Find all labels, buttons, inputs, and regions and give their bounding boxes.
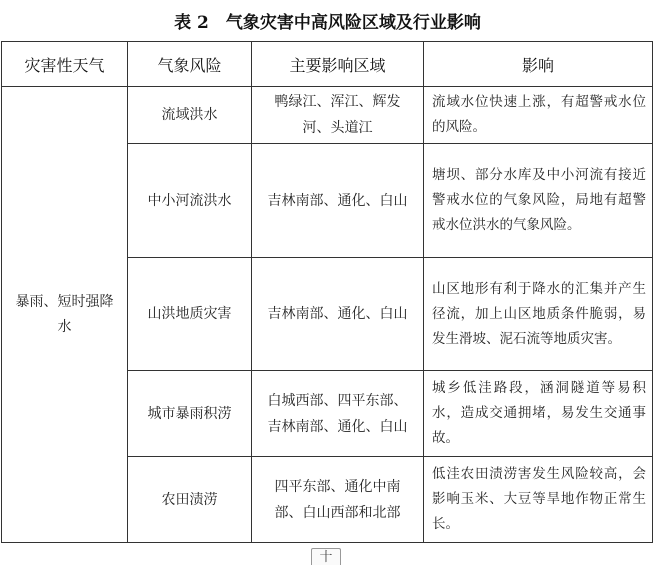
risk-cell: 农田渍涝 xyxy=(128,457,252,543)
header-risk: 气象风险 xyxy=(128,42,252,87)
risk-cell: 流域洪水 xyxy=(128,87,252,144)
area-cell: 鸭绿江、浑江、辉发河、头道江 xyxy=(252,87,424,144)
area-cell: 白城西部、四平东部、吉林南部、通化、白山 xyxy=(252,371,424,457)
risk-cell: 城市暴雨积涝 xyxy=(128,371,252,457)
area-cell: 吉林南部、通化、白山 xyxy=(252,144,424,258)
header-impact: 影响 xyxy=(424,42,653,87)
table-row xyxy=(2,87,653,144)
impact-cell: 城乡低洼路段，涵洞隧道等易积水，造成交通拥堵，易发生交通事故。 xyxy=(424,371,653,457)
table-title: 表 2 气象灾害中高风险区域及行业影响 xyxy=(174,13,481,33)
risk-cell: 山洪地质灾害 xyxy=(128,258,252,371)
plus-icon[interactable]: 十 xyxy=(311,548,341,565)
area-cell: 吉林南部、通化、白山 xyxy=(252,258,424,371)
area-cell: 四平东部、通化中南部、白山西部和北部 xyxy=(252,457,424,543)
header-weather: 灾害性天气 xyxy=(2,42,128,87)
impact-cell: 塘坝、部分水库及中小河流有接近警戒水位的气象风险，局地有超警戒水位洪水的气象风险。 xyxy=(424,144,653,258)
risk-cell: 中小河流洪水 xyxy=(128,144,252,258)
impact-cell: 低洼农田渍涝害发生风险较高，会影响玉米、大豆等旱地作物正常生长。 xyxy=(424,457,653,543)
category-cell: 暴雨、短时强降水 xyxy=(2,87,128,543)
header-row xyxy=(2,42,653,87)
impact-cell: 山区地形有利于降水的汇集并产生径流，加上山区地质条件脆弱，易发生滑坡、泥石流等地质灾害。 xyxy=(424,258,653,371)
risk-table xyxy=(1,41,653,543)
header-area: 主要影响区域 xyxy=(252,42,424,87)
impact-cell: 流域水位快速上涨，有超警戒水位的风险。 xyxy=(424,87,653,144)
